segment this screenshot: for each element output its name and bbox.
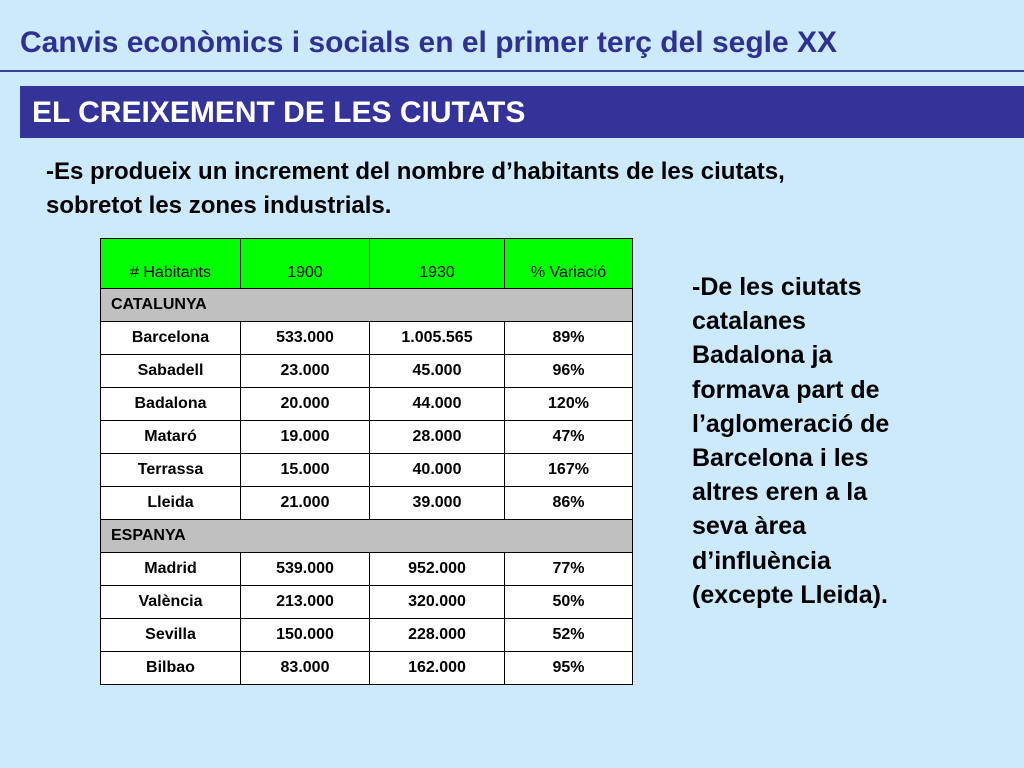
table-row — [101, 421, 633, 454]
slide-title: Canvis econòmics i socials en el primer terç del segle XX — [20, 26, 838, 59]
table-cell: Badalona — [101, 388, 241, 421]
title-divider — [0, 70, 1024, 72]
table-cell: 47% — [505, 421, 633, 454]
table-cell: 228.000 — [370, 619, 505, 652]
group-label: CATALUNYA — [101, 289, 633, 322]
table-cell: 20.000 — [241, 388, 370, 421]
table-cell: 83.000 — [241, 652, 370, 685]
side-note-line: -De les ciutats — [692, 273, 862, 301]
table-cell: Bilbao — [101, 652, 241, 685]
group-label: ESPANYA — [101, 520, 633, 553]
table-cell: 15.000 — [241, 454, 370, 487]
section-heading: EL CREIXEMENT DE LES CIUTATS — [32, 96, 526, 129]
side-note-line: catalanes — [692, 307, 806, 336]
table-cell: 120% — [505, 388, 633, 421]
group-row — [101, 520, 633, 553]
table-cell: 533.000 — [241, 322, 370, 355]
header-1900: 1900 — [241, 239, 370, 289]
table-cell: 40.000 — [370, 454, 505, 487]
table-cell: 21.000 — [241, 487, 370, 520]
side-note-line: altres eren a la — [692, 478, 868, 507]
intro-line-2: sobretot les zones industrials. — [46, 192, 392, 219]
table-cell: 28.000 — [370, 421, 505, 454]
table-cell: 89% — [505, 322, 633, 355]
table-row — [101, 454, 633, 487]
table-cell: 320.000 — [370, 586, 505, 619]
side-note-line: (excepte Lleida). — [692, 580, 888, 609]
table-row — [101, 553, 633, 586]
table-cell: Terrassa — [101, 454, 241, 487]
side-note-line: l’aglomeració de — [692, 409, 890, 438]
intro-text — [46, 155, 946, 223]
header-habitants: # Habitants — [101, 239, 241, 289]
table-cell: 95% — [505, 652, 633, 685]
side-note-line: Barcelona i les — [692, 444, 869, 473]
table-cell: 96% — [505, 355, 633, 388]
table-cell: 52% — [505, 619, 633, 652]
header-variacio: % Variació — [505, 239, 633, 289]
table-row — [101, 388, 633, 421]
table-row — [101, 355, 633, 388]
section-banner — [20, 86, 1024, 138]
table-cell: 39.000 — [370, 487, 505, 520]
table-cell: 167% — [505, 454, 633, 487]
table-row — [101, 619, 633, 652]
table-cell: 50% — [505, 586, 633, 619]
table-cell: Sabadell — [101, 355, 241, 388]
table-row — [101, 586, 633, 619]
table-cell: 162.000 — [370, 652, 505, 685]
population-table — [100, 238, 633, 685]
table-cell: 1.005.565 — [370, 322, 505, 355]
table-cell: Lleida — [101, 487, 241, 520]
table-cell: 45.000 — [370, 355, 505, 388]
table-row — [101, 322, 633, 355]
table-cell: València — [101, 586, 241, 619]
table-cell: 77% — [505, 553, 633, 586]
side-note-line: seva àrea — [692, 512, 807, 541]
table-cell: Barcelona — [101, 322, 241, 355]
table-cell: Madrid — [101, 553, 241, 586]
side-note-line: Badalona ja — [692, 341, 833, 370]
table-body — [101, 289, 633, 685]
table-cell: 44.000 — [370, 388, 505, 421]
header-1930: 1930 — [370, 239, 505, 289]
side-note — [692, 270, 1012, 612]
table-cell: 19.000 — [241, 421, 370, 454]
side-note-line: d’influència — [692, 546, 831, 575]
table-cell: 23.000 — [241, 355, 370, 388]
group-row — [101, 289, 633, 322]
table-cell: 213.000 — [241, 586, 370, 619]
intro-line-1: -Es produeix un increment del nombre d’habitants de les ciutats, — [46, 158, 785, 185]
side-note-line: formava part de — [692, 375, 880, 404]
table-row — [101, 487, 633, 520]
table-header-row — [101, 239, 633, 289]
table-cell: Sevilla — [101, 619, 241, 652]
table-cell: 539.000 — [241, 553, 370, 586]
table-cell: 150.000 — [241, 619, 370, 652]
table-row — [101, 652, 633, 685]
table-cell: 952.000 — [370, 553, 505, 586]
table-cell: Mataró — [101, 421, 241, 454]
table-cell: 86% — [505, 487, 633, 520]
